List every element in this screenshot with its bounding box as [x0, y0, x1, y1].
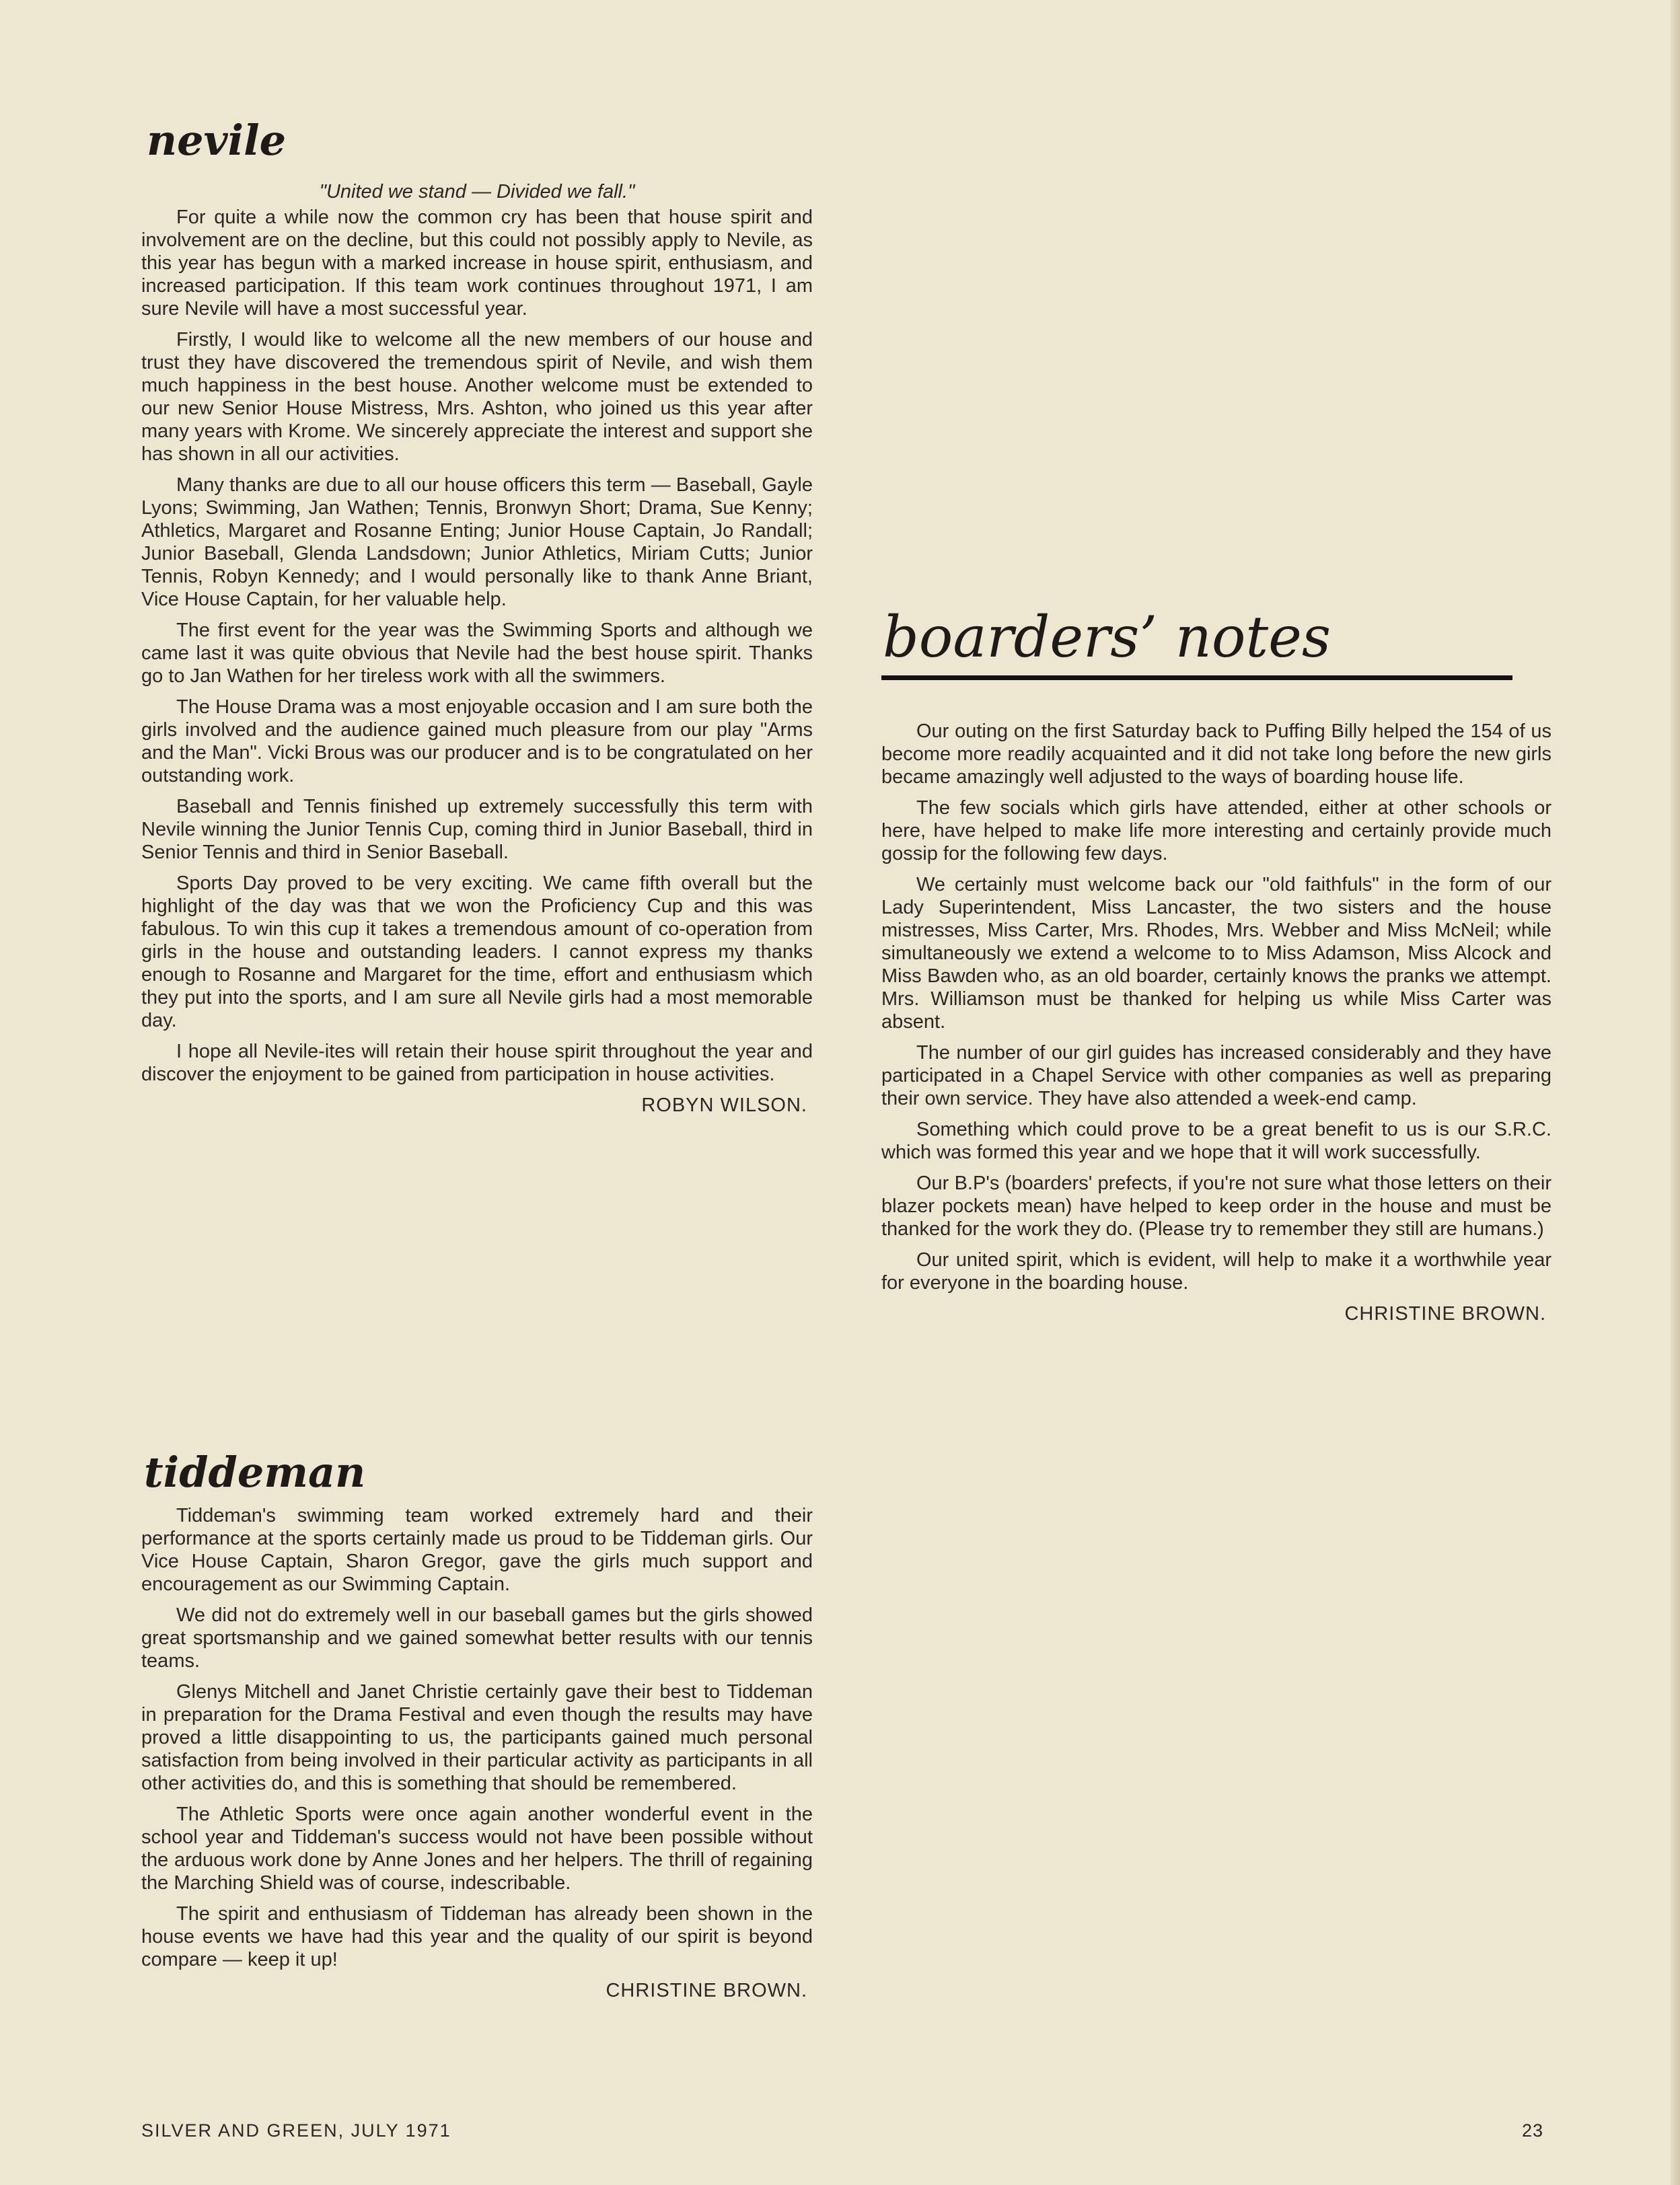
boarders-notes-heading: boarders’ notes — [883, 604, 1331, 670]
nevile-heading: nevile — [147, 116, 287, 165]
boarders-paragraph: The number of our girl guides has increased considerably and they have participated in a Chapel Service with other companies as well as preparing their own service. They have also attended a week-end camp. — [881, 1042, 1551, 1109]
publication-footer: SILVER AND GREEN, JULY 1971 — [141, 2120, 451, 2141]
tiddeman-article — [141, 1504, 813, 2002]
nevile-motto: "United we stand — Divided we fall." — [319, 181, 635, 202]
tiddeman-paragraph: Glenys Mitchell and Janet Christie certainly gave their best to Tiddeman in preparation for the Drama Festival and even though the results may have proved a little disappointing to us, the participants gained much personal satisfaction from being involved in their particular activity as participants in all other activities do, and this is something that should be remembered. — [141, 1681, 813, 1794]
nevile-paragraph: Many thanks are due to all our house officers this term — Baseball, Gayle Lyons; Swimming, Jan Wathen; Tennis, Bronwyn Short; Drama, Sue Kenny; Athletics, Margaret and Rosanne Enting; Junior House Captain, Jo Randall; Junior Baseball, Glenda Landsdown; Junior Athletics, Miriam Cutts; Junior Tennis, Robyn Kennedy; and I would personally like to thank Anne Briant, Vice House Captain, for her valuable help. — [141, 474, 813, 610]
nevile-paragraph: For quite a while now the common cry has been that house spirit and involvement are on the decline, but this could not possibly apply to Nevile, as this year has begun with a marked increase in house spirit, enthusiasm, and increased participation. If this team work continues throughout 1971, I am sure Nevile will have a most successful year. — [141, 207, 813, 320]
tiddeman-signature: CHRISTINE BROWN. — [606, 1980, 807, 2001]
boarders-paragraph: Our B.P's (boarders' prefects, if you're not sure what those letters on their blazer pockets mean) have helped to keep order in the house and must be thanked for the work they do. (Please try to remember they still are humans.) — [881, 1173, 1551, 1240]
nevile-paragraph: The first event for the year was the Swimming Sports and although we came last it was quite obvious that Nevile had the best house spirit. Thanks go to Jan Wathen for her tireless work with all the swimmers. — [141, 620, 813, 687]
boarders-paragraph: We certainly must welcome back our "old faithfuls" in the form of our Lady Superintendent, Miss Lancaster, the two sisters and the house mistresses, Miss Carter, Mrs. Rhodes, Mrs. Webber and Miss McNeil; while simultaneously we extend a welcome to to Miss Adamson, Miss Alcock and Miss Bawden who, as an old boarder, certainly knows the pranks we attempt. Mrs. Williamson must be thanked for helping us while Miss Carter was absent. — [881, 874, 1551, 1033]
nevile-paragraph: I hope all Nevile-ites will retain their house spirit throughout the year and discover the enjoyment to be gained from participation in house activities. — [141, 1041, 813, 1085]
page-edge — [1671, 0, 1680, 2185]
nevile-paragraph: Sports Day proved to be very exciting. We came fifth overall but the highlight of the day was that we won the Proficiency Cup and this was fabulous. To win this cup it takes a tremendous amount of co-operation from girls in the house and outstanding leaders. I cannot express my thanks enough to Rosanne and Margaret for the time, effort and enthusiasm which they put into the sports, and I am sure all Nevile girls had a most memorable day. — [141, 873, 813, 1031]
page-number: 23 — [1522, 2120, 1544, 2141]
boarders-paragraph: Something which could prove to be a great benefit to us is our S.R.C. which was formed this year and we hope that it will work successfully. — [881, 1119, 1551, 1163]
tiddeman-heading: tiddeman — [144, 1448, 366, 1497]
tiddeman-paragraph: The spirit and enthusiasm of Tiddeman has already been shown in the house events we have had this year and the quality of our spirit is beyond compare — keep it up! — [141, 1903, 813, 1970]
nevile-paragraph: The House Drama was a most enjoyable occasion and I am sure both the girls involved and the audience gained much pleasure from our play "Arms and the Man". Vicki Brous was our producer and is to be congratulated on her outstanding work. — [141, 696, 813, 786]
nevile-paragraph: Baseball and Tennis finished up extremely successfully this term with Nevile winning the Junior Tennis Cup, coming third in Junior Baseball, third in Senior Tennis and third in Senior Baseball. — [141, 796, 813, 863]
nevile-signature: ROBYN WILSON. — [641, 1095, 807, 1116]
tiddeman-paragraph: The Athletic Sports were once again another wonderful event in the school year and Tiddeman's success would not have been possible without the arduous work done by Anne Jones and her helpers. The thrill of regaining the Marching Shield was of course, indescribable. — [141, 1804, 813, 1894]
boarders-notes-article — [881, 720, 1551, 1325]
tiddeman-paragraph: We did not do extremely well in our baseball games but the girls showed great sportsmanship and we gained somewhat better results with our tennis teams. — [141, 1604, 813, 1672]
tiddeman-paragraph: Tiddeman's swimming team worked extremely hard and their performance at the sports certainly made us proud to be Tiddeman girls. Our Vice House Captain, Sharon Gregor, gave the girls much support and encouragement as our Swimming Captain. — [141, 1505, 813, 1595]
boarders-signature: CHRISTINE BROWN. — [1344, 1303, 1546, 1325]
boarders-paragraph: Our united spirit, which is evident, will help to make it a worthwhile year for everyone in the boarding house. — [881, 1249, 1551, 1294]
boarders-paragraph: The few socials which girls have attended, either at other schools or here, have helped to make life more interesting and certainly provide much gossip for the following few days. — [881, 797, 1551, 864]
boarders-paragraph: Our outing on the first Saturday back to Puffing Billy helped the 154 of us become more readily acquainted and it did not take long before the new girls became amazingly well adjusted to the ways of boarding house life. — [881, 720, 1551, 788]
nevile-article — [141, 180, 813, 1117]
heading-underline — [881, 675, 1512, 680]
nevile-paragraph: Firstly, I would like to welcome all the new members of our house and trust they have discovered the tremendous spirit of Nevile, and wish them much happiness in the best house. Another welcome must be extended to our new Senior House Mistress, Mrs. Ashton, who joined us this year after many years with Krome. We sincerely appreciate the interest and support she has shown in all our activities. — [141, 329, 813, 465]
